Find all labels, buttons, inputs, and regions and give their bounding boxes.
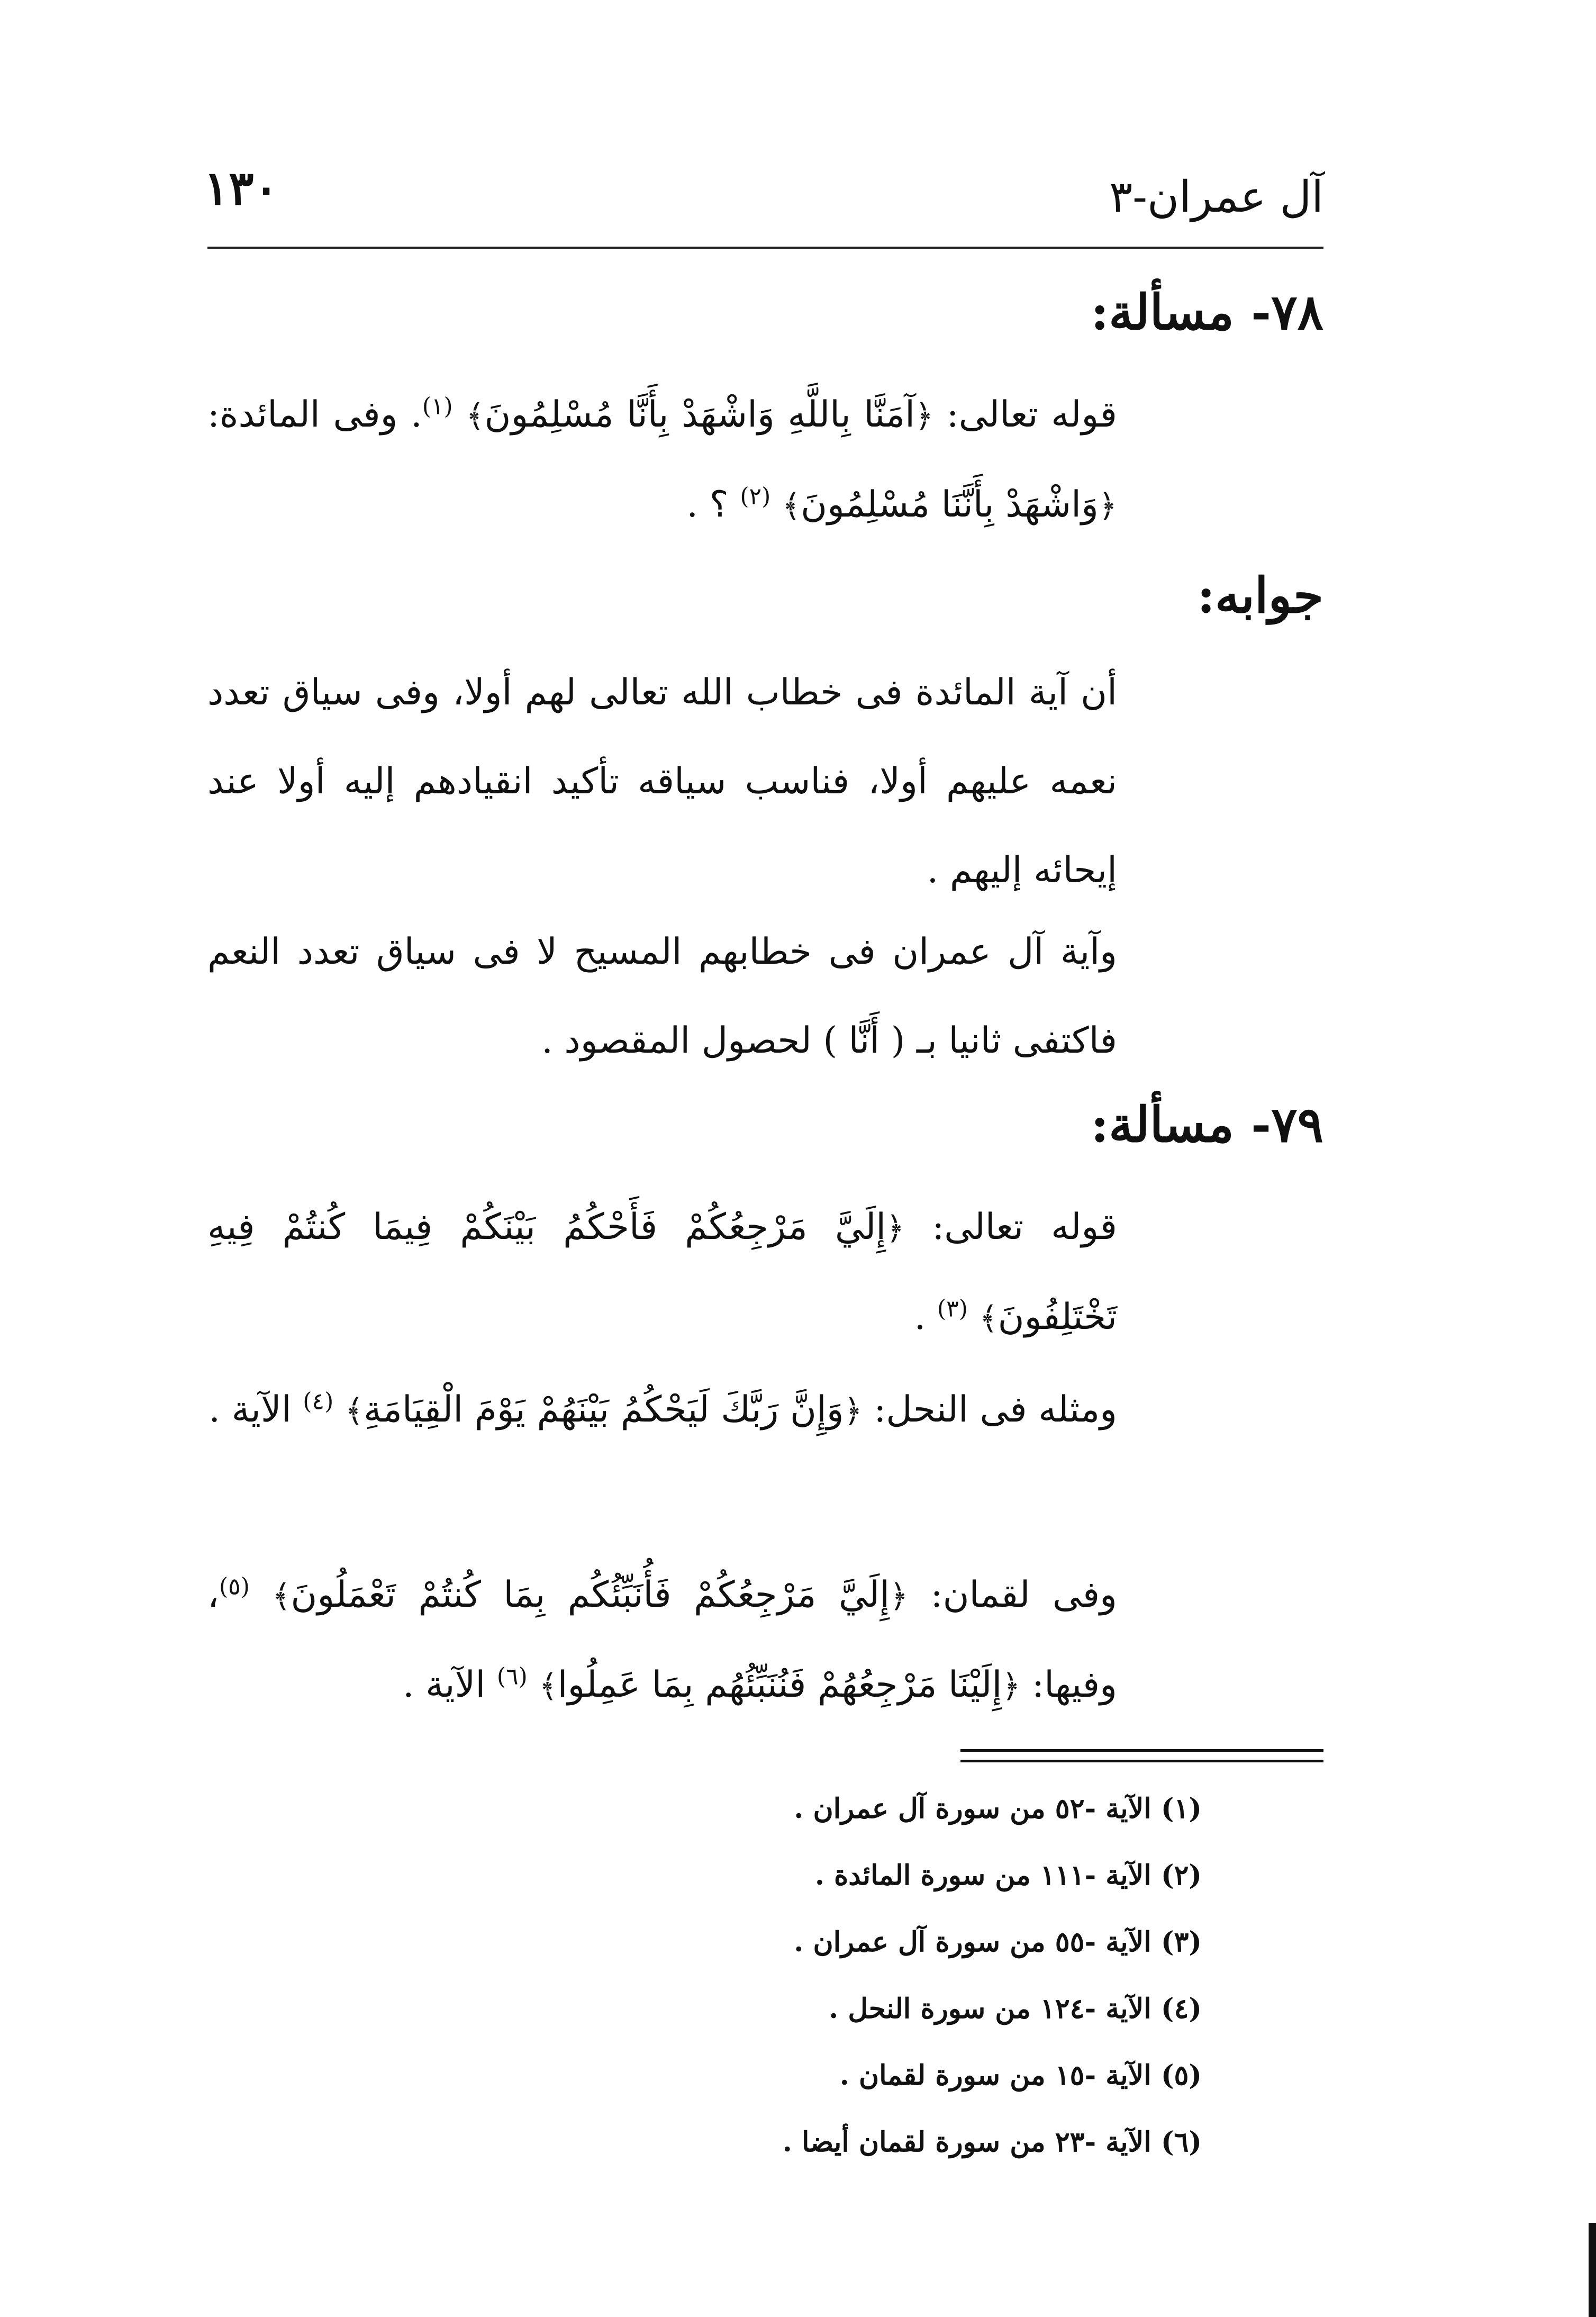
scan-edge-mark	[1589, 2223, 1596, 2317]
verse-open-ornament: ﴿	[1002, 1668, 1021, 1705]
answer-heading: جوابه:	[1197, 567, 1323, 624]
footnote: (٤) الآية -١٢٤ من سورة النحل .	[829, 1993, 1202, 2025]
q79-p3-intro: وفى لقمان:	[908, 1574, 1117, 1616]
footnote-ref-6: (٦)	[496, 1663, 528, 1690]
q78-intro: قوله تعالى:	[933, 394, 1118, 436]
q79-p3-verse-1: إِلَيَّ مَرْجِعُكُمْ فَأُنَبِّئُكُم بِمَا كُنتُمْ تَعْمَلُونَ	[291, 1574, 890, 1616]
footnote: (٣) الآية -٥٥ من سورة آل عمران .	[794, 1926, 1202, 1958]
footnote-ref-5: (٥)	[219, 1573, 250, 1600]
q79-p1-end: .	[914, 1296, 937, 1338]
q79-p2-end: الآية .	[208, 1389, 303, 1431]
q78-verse-2: وَاشْهَدْ بِأَنَّنَا مُسْلِمُونَ	[801, 484, 1099, 526]
footnote-separator-line	[960, 1749, 1323, 1752]
verse-open-ornament: ﴿	[890, 1578, 909, 1615]
running-header-title: آل عمران-٣	[1109, 172, 1323, 222]
q78-verse-1: آمَنَّا بِاللَّهِ وَاشْهَدْ بِأَنَّا مُسْلِمُونَ	[484, 394, 915, 436]
q79-p1-intro: قوله تعالى:	[904, 1206, 1117, 1248]
footnotes	[408, 1776, 1202, 2176]
q78-mid: . وفى المائدة:	[207, 394, 422, 436]
answer-paragraph-2: وآية آل عمران فى خطابهم المسيح لا فى سياق تعدد النعم فاكتفى ثانيا بـ ( أَنَّا ) لحصول المقصود .	[207, 931, 1117, 1062]
q79-p2-intro: ومثله فى النحل:	[862, 1389, 1117, 1431]
footnote-ref-2: (٢)	[740, 483, 771, 510]
verse-open-ornament: ﴿	[886, 1210, 905, 1247]
q79-p1-verse: إِلَيَّ مَرْجِعُكُمْ فَأَحْكُمُ بَيْنَكُمْ فِيمَا كُنتُمْ فِيهِ تَخْتَلِفُونَ	[207, 1206, 1117, 1338]
verse-close-ornament: ﴾	[344, 1392, 364, 1429]
footnote-separator-line	[960, 1760, 1323, 1762]
verse-open-ornament: ﴿	[915, 397, 934, 435]
verse-close-ornament: ﴾	[466, 397, 485, 435]
footnote: (١) الآية -٥٢ من سورة آل عمران .	[794, 1793, 1202, 1825]
question-79-paragraph-3	[207, 1551, 1117, 1731]
question-78-text	[207, 370, 1117, 550]
question-79-paragraph-2	[207, 1365, 1117, 1455]
question-79-paragraph-1	[207, 1183, 1117, 1363]
verse-open-ornament: ﴿	[1098, 487, 1117, 524]
footnote-ref-1: (١)	[422, 393, 453, 420]
verse-close-ornament: ﴾	[539, 1668, 558, 1705]
question-78-heading: ٧٨- مسألة:	[1091, 284, 1323, 341]
q79-p2-verse: وَإِنَّ رَبَّكَ لَيَحْكُمُ بَيْنَهُمْ يَوْمَ الْقِيَامَةِ	[364, 1389, 844, 1431]
q78-end: ؟ .	[686, 484, 740, 526]
q79-p3-end: الآية .	[402, 1664, 497, 1706]
q79-p3-mid: ، وفيها:	[207, 1574, 1117, 1706]
page-number: ١٣٠	[204, 160, 279, 215]
header-rule	[207, 247, 1323, 249]
verse-close-ornament: ﴾	[979, 1300, 998, 1337]
answer-paragraph-1: أن آية المائدة فى خطاب الله تعالى لهم أولا، وفى سياق تعدد نعمه عليهم أولا، فناسب سياقه تأكيد انقيادهم إليه أولا عند إيحائه إليهم .	[207, 672, 1117, 891]
footnote: (٢) الآية -١١١ من سورة المائدة .	[814, 1859, 1202, 1891]
footnote: (٦) الآية -٢٣ من سورة لقمان أيضا .	[782, 2126, 1202, 2158]
q79-p3-verse-2: إِلَيْنَا مَرْجِعُهُمْ فَنُنَبِّئُهُم بِمَا عَمِلُوا	[557, 1664, 1002, 1706]
question-79-heading: ٧٩- مسألة:	[1091, 1096, 1323, 1153]
verse-open-ornament: ﴿	[844, 1392, 863, 1429]
footnote-ref-4: (٤)	[303, 1388, 334, 1415]
verse-close-ornament: ﴾	[782, 487, 801, 524]
verse-close-ornament: ﴾	[272, 1578, 291, 1615]
footnote: (٥) الآية -١٥ من سورة لقمان .	[839, 2059, 1202, 2092]
footnote-ref-3: (٣)	[937, 1295, 968, 1323]
